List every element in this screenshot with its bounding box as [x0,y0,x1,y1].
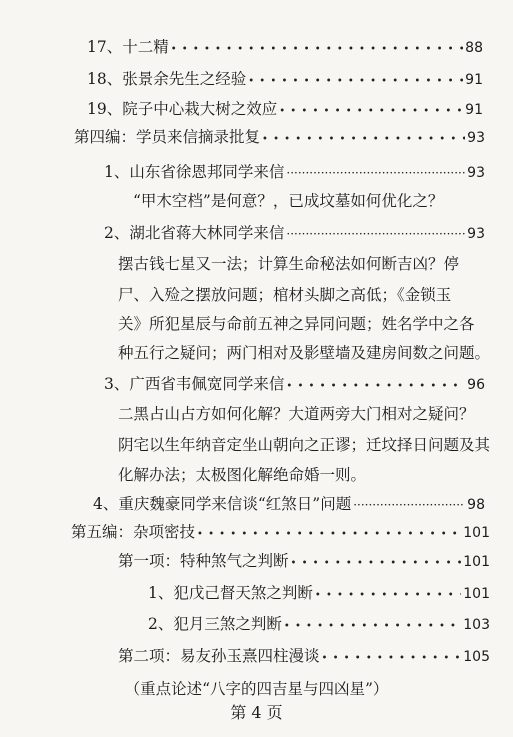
toc-entry-title: 1、山东省徐恩邦同学来信 [104,163,285,181]
toc-entry-page: 101 [463,525,490,541]
toc-entry-title: 17、十二精 [87,38,169,56]
leader-dots [171,37,463,60]
toc-entry-page: 93 [467,226,485,242]
leader-dots [286,223,465,244]
toc-entry[interactable] [148,583,490,606]
toc-entry-page: 105 [463,649,490,665]
leader-dots [291,551,462,574]
toc-entry-page: 91 [465,72,483,88]
leader-dots [353,494,465,515]
toc-entry[interactable] [74,127,485,150]
toc-entry-page: 96 [467,377,485,393]
toc-entry-page: 103 [463,617,490,633]
toc-entry[interactable] [118,551,490,574]
toc-entry-title: 19、院子中心栽大树之效应 [87,100,278,118]
toc-entry-page: 93 [467,130,485,146]
toc-entry-page: 91 [465,102,483,118]
toc-entry[interactable] [87,69,483,92]
page-number: 第 4 页 [230,703,283,722]
toc-entry-page: 101 [463,586,490,602]
toc-entry-title: 第四编：学员来信摘录批复 [74,128,261,146]
entry-description: 摆古钱七星又一法；计算生命秘法如何断吉凶？停 [118,255,460,273]
entry-description: “甲木空档”是何意？，已成坟墓如何优化之？ [133,192,444,210]
toc-entry-page: 88 [465,40,483,56]
leader-dots [315,583,461,606]
leader-dots [279,99,463,122]
toc-entry[interactable] [148,614,490,637]
entry-description: 二黑占山占方如何化解？大道两旁大门相对之疑问？ [118,405,475,423]
entry-description: 阴宅以生年纳音定坐山朝向之正谬；迁坟择日问题及其 [118,436,491,454]
leader-dots [248,69,463,92]
toc-entry[interactable] [118,646,490,669]
toc-entry-title: 1、犯戊己督天煞之判断 [148,584,313,602]
leader-dots [197,522,461,545]
toc-entry-title: 第一项：特种煞气之判断 [118,552,289,570]
toc-entry[interactable] [104,374,485,397]
toc-entry[interactable] [87,99,483,122]
toc-entry-title: 第二项：易友孙玉熹四柱漫谈 [118,647,320,665]
footer-note: （重点论述“八字的四吉星与四凶星”） [124,680,389,698]
toc-entry-title: 2、犯月三煞之判断 [148,615,282,633]
toc-entry-title: 4、重庆魏豪同学来信谈“红煞日”问题 [93,495,352,513]
toc-entry[interactable] [93,494,485,515]
leader-dots [286,162,465,183]
toc-entry-page: 93 [467,165,485,181]
toc-entry-page: 98 [467,497,485,513]
toc-entry-title: 18、张景余先生之经验 [87,70,247,88]
entry-description: 化解办法；太极图化解绝命婚一则。 [118,466,367,484]
toc-entry[interactable] [104,223,485,244]
leader-dots [286,374,465,397]
toc-entry[interactable] [71,522,490,545]
entry-description: 尸、入殓之摆放问题；棺材头脚之高低；《金锁玉 [118,286,452,304]
toc-entry-title: 第五编：杂项密技 [71,523,196,541]
leader-dots [284,614,461,637]
entry-description: 关》所犯星辰与命前五神之异同问题；姓名学中之各 [118,315,475,333]
toc-entry-page: 101 [463,554,490,570]
toc-entry[interactable] [87,37,483,60]
toc-entry-title: 3、广西省韦佩宽同学来信 [104,375,285,393]
toc-entry[interactable] [104,162,485,183]
toc-entry-title: 2、湖北省蒋大林同学来信 [104,224,285,242]
leader-dots [322,646,462,669]
leader-dots [262,127,465,150]
entry-description: 种五行之疑问；两门相对及影壁墙及建房间数之问题。 [118,344,491,362]
